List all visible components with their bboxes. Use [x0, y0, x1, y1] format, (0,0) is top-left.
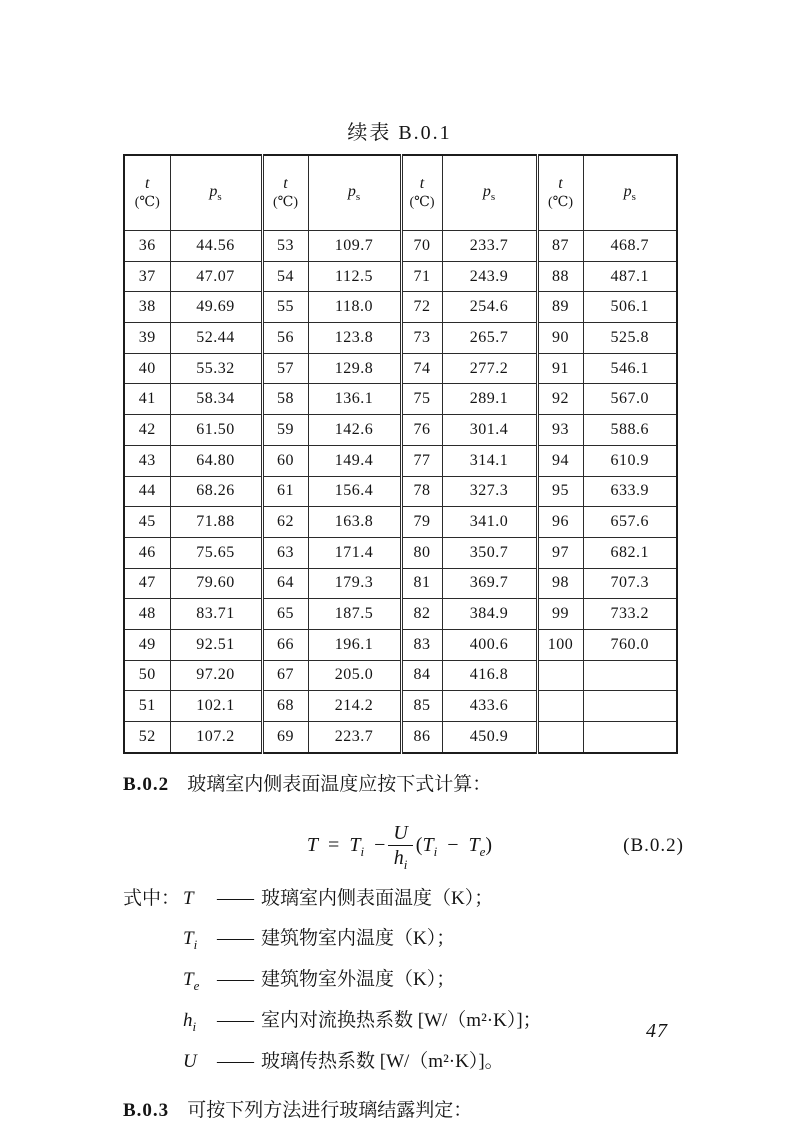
temperature-cell: 67 [262, 660, 308, 691]
temperature-cell: 40 [124, 353, 170, 384]
temperature-cell: 95 [537, 476, 583, 507]
pressure-cell: 55.32 [170, 353, 262, 384]
page-content [123, 116, 684, 1141]
temperature-cell: 60 [262, 445, 308, 476]
eq-term1: $T_i$ [349, 834, 365, 860]
temperature-cell: 46 [124, 537, 170, 568]
temperature-cell: 42 [124, 415, 170, 446]
temperature-cell: 97 [537, 537, 583, 568]
pressure-cell: 79.60 [170, 568, 262, 599]
table-body [124, 231, 677, 753]
pressure-cell: 49.69 [170, 292, 262, 323]
temperature-cell: 73 [401, 323, 442, 354]
temperature-cell: 83 [401, 629, 442, 660]
temperature-cell: 47 [124, 568, 170, 599]
definition-line [123, 921, 676, 962]
temperature-cell: 77 [401, 445, 442, 476]
temperature-cell: 36 [124, 231, 170, 262]
table-row [124, 660, 677, 691]
symbol: $T_e$ [183, 969, 200, 994]
em-dash: —— [217, 928, 253, 950]
pressure-cell: 214.2 [308, 691, 401, 722]
pressure-cell: 97.20 [170, 660, 262, 691]
temperature-header [262, 155, 308, 231]
pressure-cell: 468.7 [583, 231, 677, 262]
table-row [124, 353, 677, 384]
temperature-cell: 90 [537, 323, 583, 354]
temperature-cell: 94 [537, 445, 583, 476]
clause-b03-label: B.0.3 [123, 1099, 170, 1121]
temperature-cell: 54 [262, 261, 308, 292]
pressure-cell: 416.8 [442, 660, 537, 691]
temperature-cell: 70 [401, 231, 442, 262]
pressure-cell: 341.0 [442, 507, 537, 538]
pressure-header [308, 155, 401, 231]
pressure-cell: 707.3 [583, 568, 677, 599]
table-row [124, 599, 677, 630]
temperature-symbol: t [419, 175, 425, 192]
pressure-cell [583, 722, 677, 753]
temperature-cell: 78 [401, 476, 442, 507]
temperature-cell: 91 [537, 353, 583, 384]
em-dash: —— [217, 1010, 253, 1032]
pressure-cell: 107.2 [170, 722, 262, 753]
symbol-description: 玻璃室内侧表面温度（K）； [261, 887, 494, 909]
pressure-cell: 64.80 [170, 445, 262, 476]
temperature-cell: 69 [262, 722, 308, 753]
temperature-unit: (℃) [409, 195, 435, 210]
temperature-unit: (℃) [548, 195, 573, 210]
table-header [124, 155, 677, 231]
pressure-cell: 384.9 [442, 599, 537, 630]
temperature-cell: 86 [401, 722, 442, 753]
eq-frac-numerator: U [388, 822, 412, 846]
clause-b02-label: B.0.2 [123, 773, 170, 795]
temperature-cell: 80 [401, 537, 442, 568]
eq-term3: $T_e$ [468, 834, 486, 860]
pressure-cell: 205.0 [308, 660, 401, 691]
pressure-header [170, 155, 262, 231]
pressure-cell: 243.9 [442, 261, 537, 292]
pressure-header [583, 155, 677, 231]
em-dash: —— [217, 887, 253, 909]
temperature-cell: 96 [537, 507, 583, 538]
pressure-cell: 567.0 [583, 384, 677, 415]
pressure-cell: 163.8 [308, 507, 401, 538]
eq-frac-denominator: $h_i$ [393, 847, 408, 873]
temperature-cell [537, 691, 583, 722]
table-row [124, 537, 677, 568]
temperature-cell: 100 [537, 629, 583, 660]
pressure-cell: 450.9 [442, 722, 537, 753]
pressure-cell: 277.2 [442, 353, 537, 384]
eq-open-paren: ( [415, 834, 423, 857]
table-row [124, 323, 677, 354]
symbol-description: 建筑物室外温度（K）； [261, 969, 456, 991]
pressure-symbol: $p_s$ [347, 182, 361, 204]
pressure-cell: 733.2 [583, 599, 677, 630]
temperature-cell: 49 [124, 629, 170, 660]
pressure-cell: 506.1 [583, 292, 677, 323]
pressure-cell: 760.0 [583, 629, 677, 660]
temperature-header [537, 155, 583, 231]
temperature-cell: 74 [401, 353, 442, 384]
pressure-cell: 68.26 [170, 476, 262, 507]
page-number: 47 [646, 1020, 668, 1042]
pressure-cell: 109.7 [308, 231, 401, 262]
temperature-cell: 39 [124, 323, 170, 354]
temperature-cell: 79 [401, 507, 442, 538]
vapor-pressure-table [123, 154, 678, 754]
table-row [124, 231, 677, 262]
pressure-cell: 657.6 [583, 507, 677, 538]
definition-line [123, 1044, 676, 1085]
pressure-cell: 301.4 [442, 415, 537, 446]
temperature-cell: 84 [401, 660, 442, 691]
temperature-cell: 87 [537, 231, 583, 262]
pressure-cell: 196.1 [308, 629, 401, 660]
eq-equals: = [328, 834, 340, 857]
pressure-cell: 223.7 [308, 722, 401, 753]
pressure-cell: 142.6 [308, 415, 401, 446]
definition-line [123, 1003, 676, 1044]
pressure-cell: 44.56 [170, 231, 262, 262]
pressure-cell: 118.0 [308, 292, 401, 323]
equation-b02-row [123, 817, 684, 875]
pressure-cell: 61.50 [170, 415, 262, 446]
temperature-cell: 93 [537, 415, 583, 446]
pressure-cell: 156.4 [308, 476, 401, 507]
table-row [124, 629, 677, 660]
pressure-cell: 149.4 [308, 445, 401, 476]
temperature-cell: 76 [401, 415, 442, 446]
symbol-definitions [123, 881, 676, 1085]
pressure-cell: 487.1 [583, 261, 677, 292]
temperature-cell: 48 [124, 599, 170, 630]
pressure-cell: 610.9 [583, 445, 677, 476]
equation-expression [123, 817, 676, 875]
eq-lhs: T [306, 834, 319, 857]
pressure-cell: 314.1 [442, 445, 537, 476]
temperature-header [124, 155, 170, 231]
temperature-cell: 82 [401, 599, 442, 630]
temperature-cell: 59 [262, 415, 308, 446]
temperature-cell: 56 [262, 323, 308, 354]
pressure-cell: 633.9 [583, 476, 677, 507]
temperature-cell: 52 [124, 722, 170, 753]
equation-number: (B.0.2) [623, 834, 684, 856]
pressure-cell: 265.7 [442, 323, 537, 354]
em-dash: —— [217, 1050, 253, 1072]
temperature-cell: 43 [124, 445, 170, 476]
temperature-cell: 37 [124, 261, 170, 292]
clause-b03-text: 可按下列方法进行玻璃结露判定： [187, 1099, 473, 1121]
eq-minus2: − [447, 834, 459, 857]
temperature-cell: 68 [262, 691, 308, 722]
em-dash: —— [217, 969, 253, 991]
temperature-header [401, 155, 442, 231]
symbol: $T_i$ [183, 928, 198, 953]
temperature-symbol: t [145, 175, 150, 192]
temperature-cell: 38 [124, 292, 170, 323]
pressure-cell: 350.7 [442, 537, 537, 568]
pressure-cell: 75.65 [170, 537, 262, 568]
temperature-cell: 45 [124, 507, 170, 538]
pressure-cell: 327.3 [442, 476, 537, 507]
table-row [124, 384, 677, 415]
table-row [124, 691, 677, 722]
table-row [124, 261, 677, 292]
table-row [124, 292, 677, 323]
clause-b02-text: 玻璃室内侧表面温度应按下式计算： [187, 773, 492, 795]
pressure-cell: 112.5 [308, 261, 401, 292]
where-prefix: 式中： [123, 887, 181, 909]
temperature-cell: 72 [401, 292, 442, 323]
temperature-cell: 75 [401, 384, 442, 415]
temperature-symbol: t [558, 175, 563, 192]
temperature-unit: (℃) [134, 195, 160, 210]
eq-close-paren: ) [485, 834, 493, 857]
pressure-cell: 369.7 [442, 568, 537, 599]
pressure-cell: 129.8 [308, 353, 401, 384]
temperature-cell: 58 [262, 384, 308, 415]
temperature-cell: 55 [262, 292, 308, 323]
table-row [124, 476, 677, 507]
pressure-symbol: $p_s$ [482, 182, 496, 204]
temperature-cell: 65 [262, 599, 308, 630]
pressure-cell [583, 691, 677, 722]
definition-line [123, 962, 676, 1003]
table-row [124, 722, 677, 753]
pressure-cell: 546.1 [583, 353, 677, 384]
pressure-cell [583, 660, 677, 691]
symbol: T [183, 887, 194, 909]
pressure-cell: 433.6 [442, 691, 537, 722]
temperature-cell: 99 [537, 599, 583, 630]
symbol-description: 建筑物室内温度（K）； [261, 928, 456, 950]
pressure-cell: 71.88 [170, 507, 262, 538]
table-row [124, 445, 677, 476]
temperature-cell: 64 [262, 568, 308, 599]
temperature-cell: 41 [124, 384, 170, 415]
eq-term2: $T_i$ [422, 834, 438, 860]
eq-fraction [388, 822, 412, 873]
temperature-cell: 85 [401, 691, 442, 722]
symbol: $h_i$ [183, 1010, 197, 1034]
temperature-cell: 98 [537, 568, 583, 599]
pressure-cell: 187.5 [308, 599, 401, 630]
pressure-cell: 400.6 [442, 629, 537, 660]
pressure-cell: 525.8 [583, 323, 677, 354]
temperature-cell: 63 [262, 537, 308, 568]
table-row [124, 415, 677, 446]
pressure-cell: 83.71 [170, 599, 262, 630]
table-title: 续表 B.0.1 [347, 122, 452, 144]
pressure-cell: 289.1 [442, 384, 537, 415]
pressure-header [442, 155, 537, 231]
temperature-cell [537, 722, 583, 753]
temperature-cell [537, 660, 583, 691]
temperature-unit: (℃) [273, 195, 298, 210]
temperature-cell: 51 [124, 691, 170, 722]
pressure-symbol: $p_s$ [209, 182, 222, 204]
definition-line [123, 881, 676, 922]
clause-b03 [123, 1095, 676, 1122]
temperature-symbol: t [283, 175, 288, 192]
temperature-cell: 66 [262, 629, 308, 660]
pressure-cell: 254.6 [442, 292, 537, 323]
pressure-symbol: $p_s$ [623, 182, 636, 204]
symbol-description: 室内对流换热系数 [W/（m²·K）]； [261, 1010, 542, 1032]
pressure-cell: 171.4 [308, 537, 401, 568]
pressure-cell: 52.44 [170, 323, 262, 354]
temperature-cell: 89 [537, 292, 583, 323]
clause-b02 [123, 772, 676, 798]
temperature-cell: 62 [262, 507, 308, 538]
pressure-cell: 92.51 [170, 629, 262, 660]
pressure-cell: 47.07 [170, 261, 262, 292]
pressure-cell: 233.7 [442, 231, 537, 262]
temperature-cell: 88 [537, 261, 583, 292]
table-header-row [124, 155, 677, 231]
symbol: U [183, 1050, 197, 1072]
pressure-cell: 179.3 [308, 568, 401, 599]
pressure-cell: 123.8 [308, 323, 401, 354]
pressure-cell: 58.34 [170, 384, 262, 415]
temperature-cell: 50 [124, 660, 170, 691]
pressure-cell: 682.1 [583, 537, 677, 568]
temperature-cell: 53 [262, 231, 308, 262]
symbol-description: 玻璃传热系数 [W/（m²·K）]。 [261, 1050, 504, 1072]
temperature-cell: 92 [537, 384, 583, 415]
temperature-cell: 44 [124, 476, 170, 507]
pressure-cell: 588.6 [583, 415, 677, 446]
pressure-cell: 102.1 [170, 691, 262, 722]
temperature-cell: 57 [262, 353, 308, 384]
pressure-cell: 136.1 [308, 384, 401, 415]
temperature-cell: 71 [401, 261, 442, 292]
table-row [124, 568, 677, 599]
temperature-cell: 61 [262, 476, 308, 507]
table-row [124, 507, 677, 538]
temperature-cell: 81 [401, 568, 442, 599]
eq-minus: − [374, 834, 386, 857]
